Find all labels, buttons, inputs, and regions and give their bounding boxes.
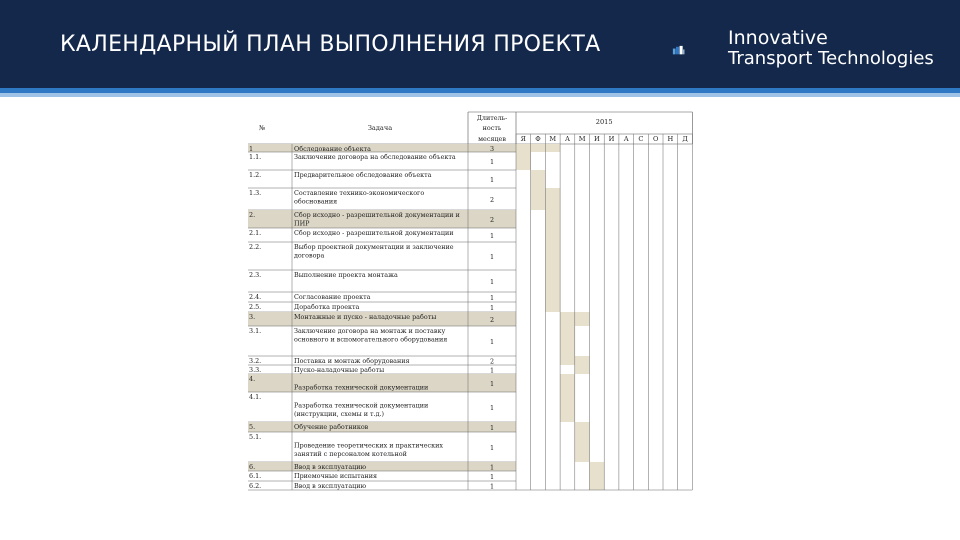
gantt-bar-cell xyxy=(590,462,605,471)
row-number: 2.5. xyxy=(249,303,262,311)
row-task: занятий с персоналом котельной xyxy=(294,450,407,458)
logo-text-line2: Transport Technologies xyxy=(728,48,934,69)
row-duration: 1 xyxy=(489,404,495,412)
row-task: Монтажные и пуско - наладочные работы xyxy=(294,313,437,321)
header-task: Задача xyxy=(367,124,393,132)
header-num: № xyxy=(258,124,266,132)
header-year: 2015 xyxy=(595,118,613,126)
row-task: Предварительное обследование объекта xyxy=(294,171,432,179)
gantt-bar-cell xyxy=(545,188,560,210)
row-task: Заключение договора на монтаж и поставку xyxy=(294,327,446,335)
row-number: 3. xyxy=(249,313,256,321)
row-duration: 1 xyxy=(489,463,495,472)
logo-text-line1: Innovative xyxy=(728,27,828,49)
gantt-bar-cell xyxy=(575,422,590,432)
gantt-bar-cell xyxy=(545,292,560,302)
row-number: 6. xyxy=(249,463,256,471)
row-task: Проведение теоретических и практических xyxy=(294,441,443,450)
row-duration: 1 xyxy=(489,232,495,240)
row-task: Разработка технической документации xyxy=(294,401,429,410)
gantt-bar-cell xyxy=(560,326,575,356)
row-number: 1.2. xyxy=(249,171,262,179)
row-task: Поставка и монтаж оборудования xyxy=(294,357,410,365)
row-duration: 1 xyxy=(489,158,495,166)
row-duration: 1 xyxy=(489,338,495,346)
row-task: Сбор исходно - разрешительной документации xyxy=(294,229,454,237)
row-task: Доработка проекта xyxy=(294,303,360,311)
row-task: Ввод в эксплуатацию xyxy=(294,482,367,490)
row-task: Ввод в эксплуатацию xyxy=(294,463,367,471)
gantt-bar-cell xyxy=(545,242,560,270)
row-number: 1.1. xyxy=(249,153,262,161)
header-duration: Длитель- xyxy=(476,114,508,122)
row-number: 3.3. xyxy=(249,366,262,374)
gantt-bar-cell xyxy=(531,144,546,152)
gantt-bar-cell xyxy=(575,365,590,374)
row-duration: 1 xyxy=(489,380,495,388)
row-task: ПИР xyxy=(294,219,310,228)
row-duration: 1 xyxy=(489,444,495,452)
row-duration: 1 xyxy=(489,482,495,491)
gantt-bar-cell xyxy=(545,228,560,242)
row-number: 2.1. xyxy=(249,229,262,237)
row-number: 2.4. xyxy=(249,293,262,301)
section-row-fill xyxy=(248,144,516,152)
row-duration: 1 xyxy=(489,176,495,184)
row-number: 1 xyxy=(249,145,254,153)
gantt-bar-cell xyxy=(560,356,575,365)
row-number: 2.2. xyxy=(249,243,262,251)
row-duration: 2 xyxy=(489,357,495,366)
row-duration: 2 xyxy=(489,196,495,204)
section-row-fill xyxy=(248,422,516,432)
row-duration: 1 xyxy=(489,304,495,312)
header-month: А xyxy=(623,135,629,143)
row-number: 5. xyxy=(249,423,256,431)
section-row-fill xyxy=(248,462,516,471)
header-month: И xyxy=(593,135,600,143)
header-month: Д xyxy=(682,135,688,143)
row-duration: 2 xyxy=(489,216,495,224)
header-month: Н xyxy=(667,135,674,143)
row-number: 1.3. xyxy=(249,189,262,197)
header-month: И xyxy=(608,135,615,143)
row-task: Заключение договора на обследование объекта xyxy=(294,153,456,161)
gantt-bar-cell xyxy=(590,481,605,490)
row-duration: 1 xyxy=(489,278,495,286)
gantt-bar-cell xyxy=(531,170,546,188)
row-number: 3.1. xyxy=(249,327,262,335)
gantt-bar-cell xyxy=(545,302,560,312)
row-task: Обучение работников xyxy=(294,423,369,431)
row-number: 4.1. xyxy=(249,393,262,401)
row-task: Сбор исходно - разрешительной документации и xyxy=(294,211,460,219)
row-task: Выполнение проекта монтажа xyxy=(294,271,398,279)
row-number: 2. xyxy=(249,211,256,219)
header-month: Я xyxy=(520,135,527,143)
gantt-bar-cell xyxy=(560,312,575,326)
header-duration: ность xyxy=(482,124,502,132)
row-duration: 1 xyxy=(489,473,495,481)
row-task: Разработка технической документации xyxy=(294,383,429,392)
gantt-bar-cell xyxy=(575,356,590,365)
gantt-bar-cell xyxy=(545,144,560,152)
row-task: обоснования xyxy=(294,197,338,206)
gantt-bar-cell xyxy=(531,188,546,210)
row-task: Составление технико-экономического xyxy=(294,189,425,197)
row-duration: 1 xyxy=(489,294,495,302)
row-duration: 1 xyxy=(489,366,495,375)
gantt-bar-cell xyxy=(516,144,531,152)
header-duration: месяцев xyxy=(478,135,506,143)
gantt-bar-cell xyxy=(575,312,590,326)
row-duration: 1 xyxy=(489,253,495,261)
header-month: Ф xyxy=(535,135,541,143)
row-duration: 3 xyxy=(489,145,495,153)
row-task: Пуско-наладочные работы xyxy=(294,366,385,374)
row-task: договора xyxy=(294,251,325,260)
gantt-bar-cell xyxy=(516,152,531,170)
header-month: А xyxy=(564,135,570,143)
row-task: Выбор проектной документации и заключение xyxy=(294,243,454,251)
row-task: Согласование проекта xyxy=(294,293,371,301)
gantt-bar-cell xyxy=(560,392,575,422)
row-number: 2.3. xyxy=(249,271,262,279)
gantt-bar-cell xyxy=(590,471,605,481)
row-number: 4. xyxy=(249,375,256,383)
gantt-bar-cell xyxy=(560,374,575,392)
gantt-bar-cell xyxy=(575,432,590,462)
header-month: М xyxy=(549,135,557,143)
row-duration: 1 xyxy=(489,424,495,432)
row-task: основного и вспомогательного оборудования xyxy=(294,335,448,344)
page-title: КАЛЕНДАРНЫЙ ПЛАН ВЫПОЛНЕНИЯ ПРОЕКТА xyxy=(60,32,601,57)
header-month: О xyxy=(652,135,659,143)
row-number: 6.1. xyxy=(249,472,262,480)
row-task: Обследование объекта xyxy=(294,145,371,153)
header-month: М xyxy=(578,135,586,143)
row-number: 3.2. xyxy=(249,357,262,365)
row-duration: 2 xyxy=(489,316,495,324)
gantt-bar-cell xyxy=(545,210,560,228)
row-number: 5.1. xyxy=(249,433,262,441)
header-month: С xyxy=(638,135,644,143)
row-number: 6.2. xyxy=(249,482,262,490)
row-task: Приемочные испытания xyxy=(294,472,377,480)
gantt-bar-cell xyxy=(545,270,560,292)
row-task: (инструкции, схемы и т.д.) xyxy=(294,410,385,418)
